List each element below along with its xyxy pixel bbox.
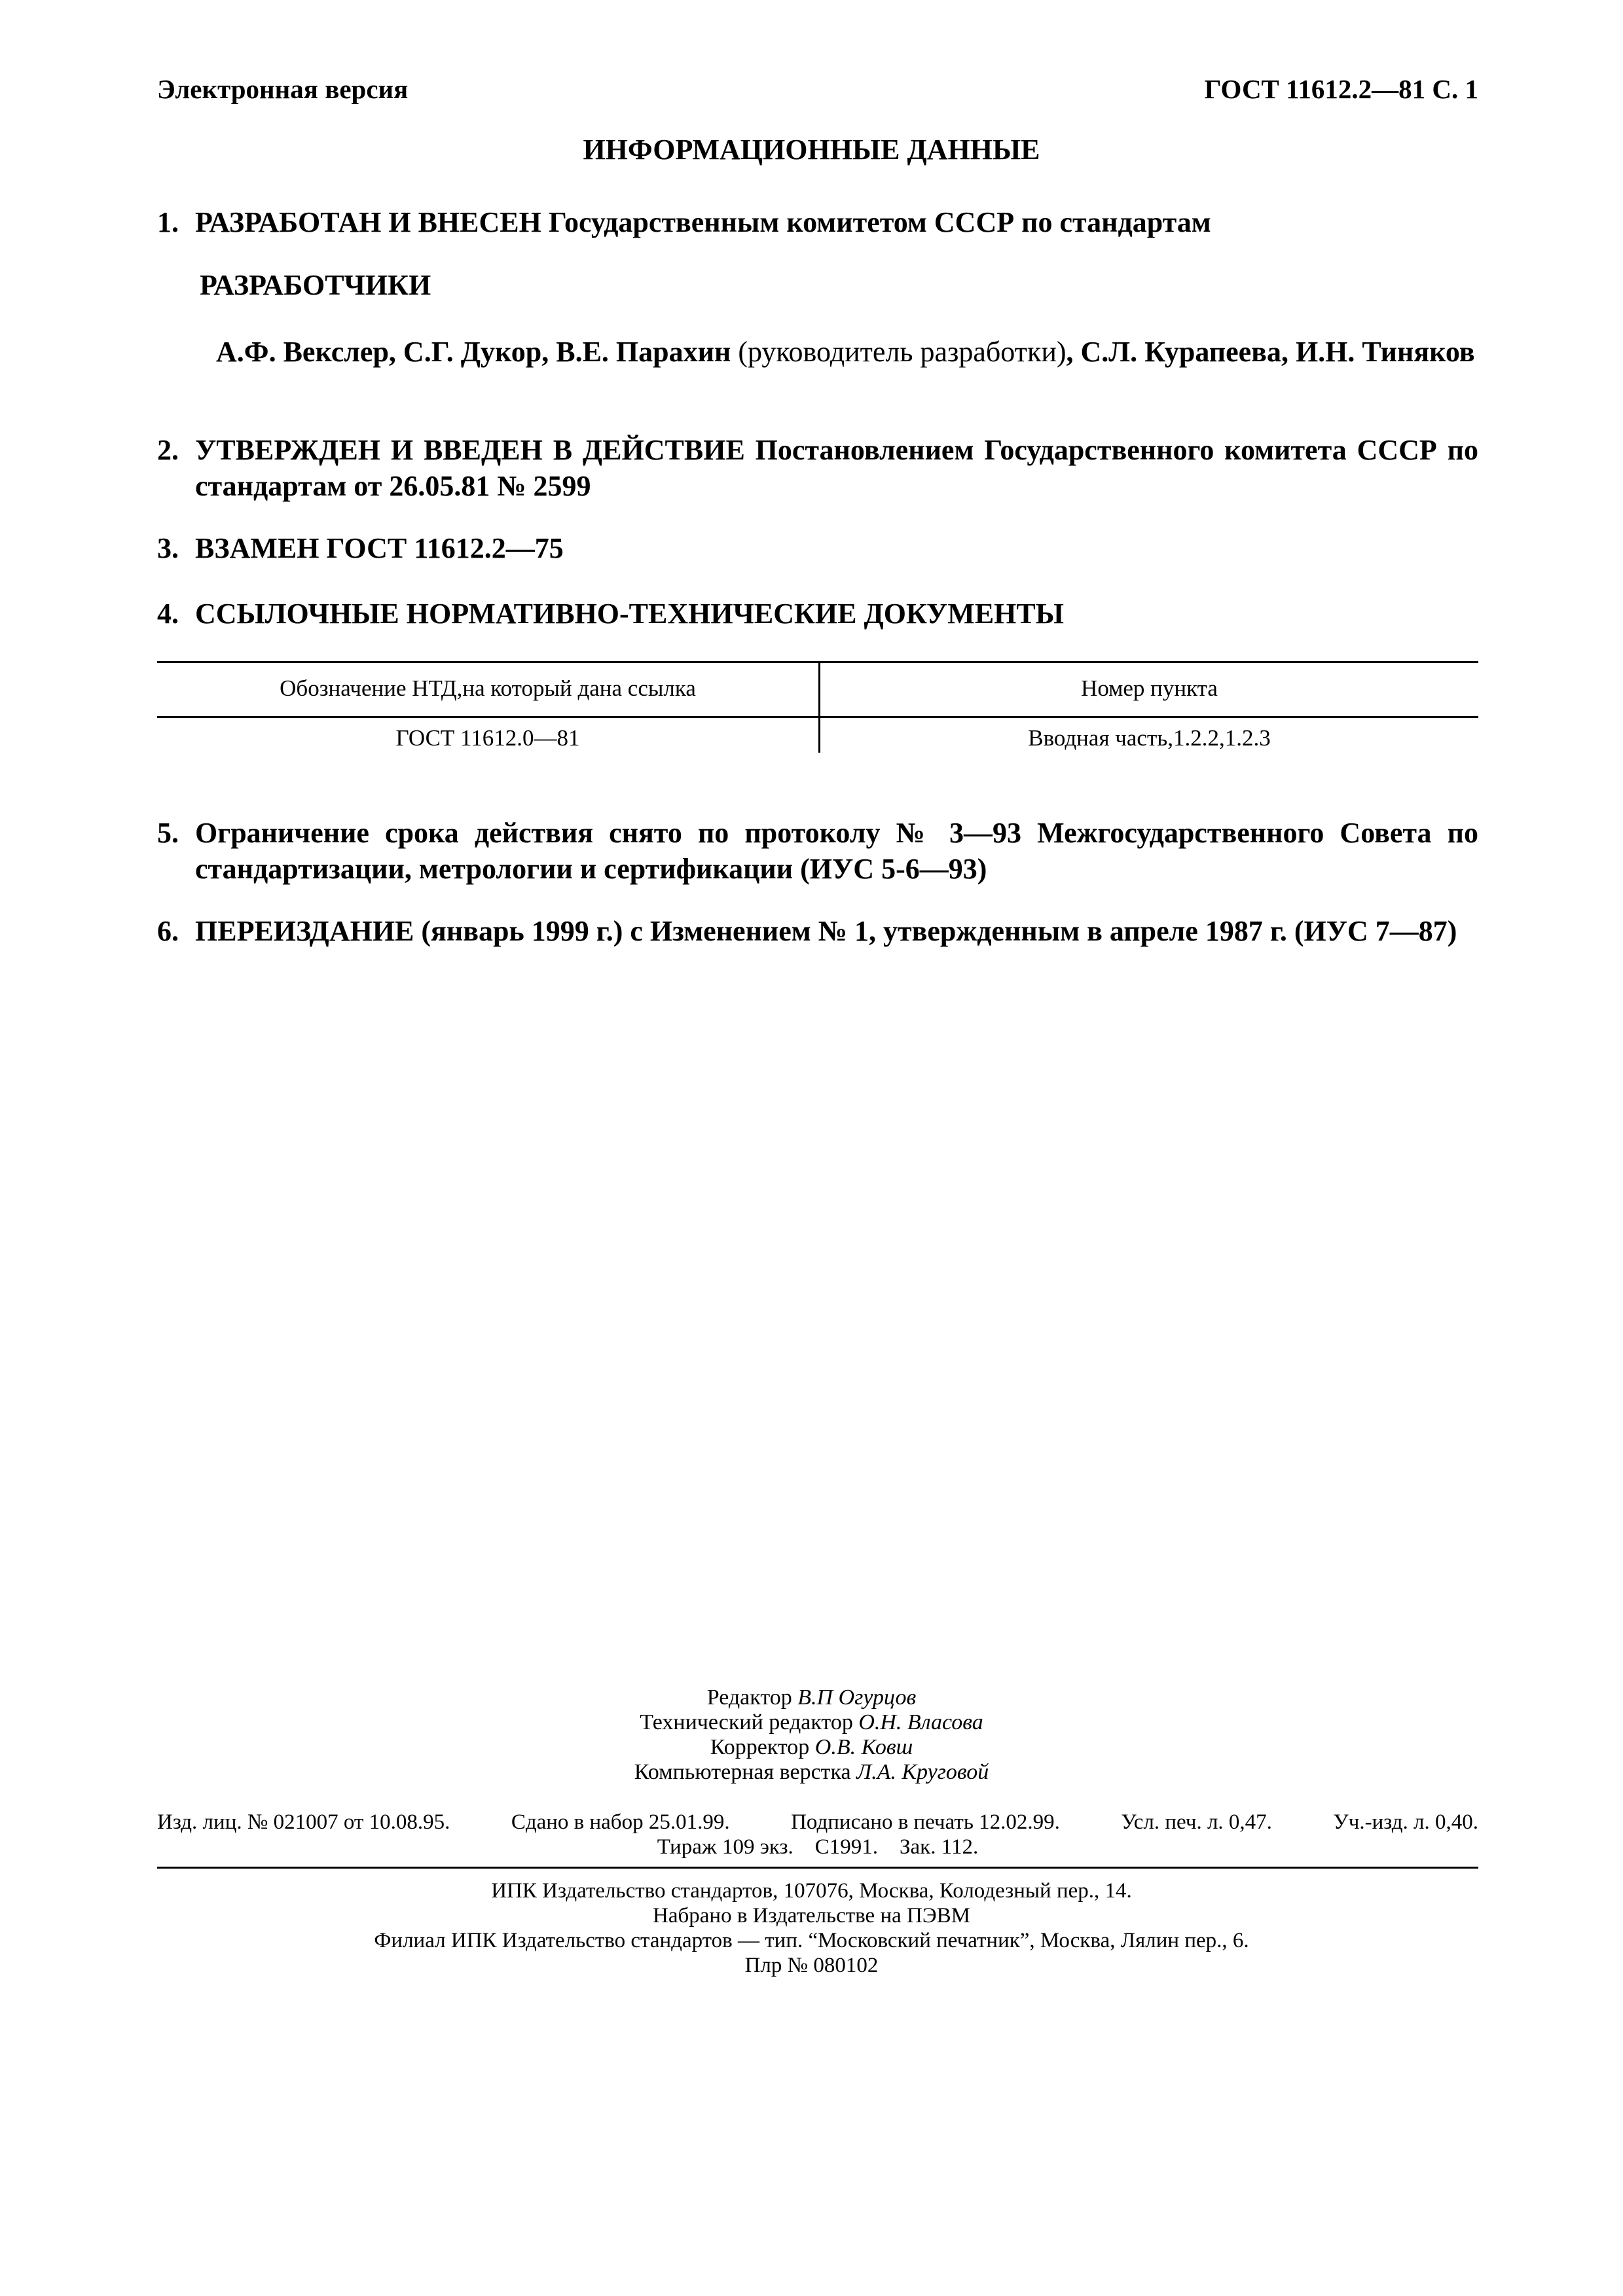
developers-names-a: А.Ф. Векслер, С.Г. Дукор, В.Е. Парахин <box>216 336 731 368</box>
imprint-line-1 <box>157 1810 1478 1835</box>
credit-proofreader <box>0 1735 1623 1760</box>
credit-editor-label: Редактор <box>706 1685 792 1710</box>
publisher-line-3: Филиал ИПК Издательство стандартов — тип. “Московский печатник”, Москва, Лялин пер., 6. <box>374 1929 1249 1952</box>
item-1-text <box>195 204 1478 240</box>
imprint-line-2: Тираж 109 экз. С1991. Зак. 112. <box>657 1835 979 1859</box>
item-6-rest: (январь 1999 г.) с Изменением № 1, утвержденным в апреле 1987 г. (ИУС 7—87) <box>421 915 1457 947</box>
item-4-number: 4. <box>157 598 179 630</box>
imprint-license: Изд. лиц. № 021007 от 10.08.95. <box>157 1810 450 1834</box>
credit-editor-name: В.П Огурцов <box>797 1685 917 1710</box>
page-title: ИНФОРМАЦИОННЫЕ ДАННЫЕ <box>583 134 1040 166</box>
item-3-number: 3. <box>157 532 179 564</box>
publisher-line-1: ИПК Издательство стандартов, 107076, Москва, Колодезный пер., 14. <box>491 1879 1132 1903</box>
item-1-number: 1. <box>157 206 179 238</box>
imprint-signed: Подписано в печать 12.02.99. <box>791 1810 1060 1834</box>
publisher-line-2: Набрано в Издательстве на ПЭВМ <box>653 1904 970 1928</box>
item-2-rest: Постановлением Государственного комитета СССР по стандартам от 26.05.81 № 2599 <box>195 434 1479 502</box>
table-cell-clause: Вводная часть,1.2.2,1.2.3 <box>1028 725 1271 751</box>
item-4-text: ССЫЛОЧНЫЕ НОРМАТИВНО-ТЕХНИЧЕСКИЕ ДОКУМЕНТЫ <box>195 598 1064 630</box>
item-6-lead: ПЕРЕИЗДАНИЕ <box>195 915 414 947</box>
item-2-lead: УТВЕРЖДЕН И ВВЕДЕН В ДЕЙСТВИЕ <box>195 434 745 466</box>
table-cell-designation: ГОСТ 11612.0—81 <box>395 725 580 751</box>
item-3-text: ВЗАМЕН ГОСТ 11612.2—75 <box>195 532 564 564</box>
credit-layout <box>0 1760 1623 1785</box>
item-6-text <box>195 913 1478 949</box>
header-left: Электронная версия <box>157 74 409 104</box>
item-5-number: 5. <box>157 817 179 849</box>
publisher-block <box>0 1878 1623 1978</box>
developers-list <box>216 334 1478 370</box>
credit-proof-name: О.В. Ковш <box>814 1735 913 1759</box>
imprint-print-sheets: Усл. печ. л. 0,47. <box>1121 1810 1272 1834</box>
credit-editor <box>0 1685 1623 1710</box>
table-header-rule <box>157 716 1478 718</box>
item-1-lead: РАЗРАБОТАН И ВНЕСЕН <box>195 206 541 238</box>
table-header-designation: Обозначение НТД,на который дана ссылка <box>280 675 696 701</box>
item-6-number: 6. <box>157 915 179 947</box>
item-5-text: Ограничение срока действия снято по протоколу № 3—93 Межгосударственного Совета по стандартизации, метрологии и сертификации (ИУС 5-6—93) <box>195 817 1478 885</box>
imprint-rule <box>157 1867 1478 1869</box>
imprint-pub-sheets: Уч.-изд. л. 0,40. <box>1333 1810 1478 1834</box>
credit-tech-name: О.Н. Власова <box>858 1710 983 1734</box>
item-1-rest: Государственным комитетом СССР по стандартам <box>548 206 1211 238</box>
developers-names-b: , С.Л. Курапеева, И.Н. Тиняков <box>1066 336 1475 368</box>
publisher-line-4: Плр № 080102 <box>744 1954 879 1977</box>
credit-tech-label: Технический редактор <box>640 1710 853 1734</box>
credit-layout-name: Л.А. Круговой <box>856 1760 989 1784</box>
credit-layout-label: Компьютерная верстка <box>634 1760 851 1784</box>
developers-role: (руководитель разработки) <box>738 336 1067 368</box>
credit-proof-label: Корректор <box>710 1735 810 1759</box>
item-2-text <box>195 432 1478 504</box>
credit-tech-editor <box>0 1710 1623 1735</box>
developers-heading: РАЗРАБОТЧИКИ <box>200 269 431 301</box>
table-header-clause: Номер пункта <box>1081 675 1218 701</box>
credits-block <box>0 1685 1623 1785</box>
table-top-rule <box>157 661 1478 663</box>
imprint-typeset: Сдано в набор 25.01.99. <box>511 1810 730 1834</box>
item-2-number: 2. <box>157 434 179 466</box>
header-right: ГОСТ 11612.2—81 С. 1 <box>1204 74 1478 104</box>
